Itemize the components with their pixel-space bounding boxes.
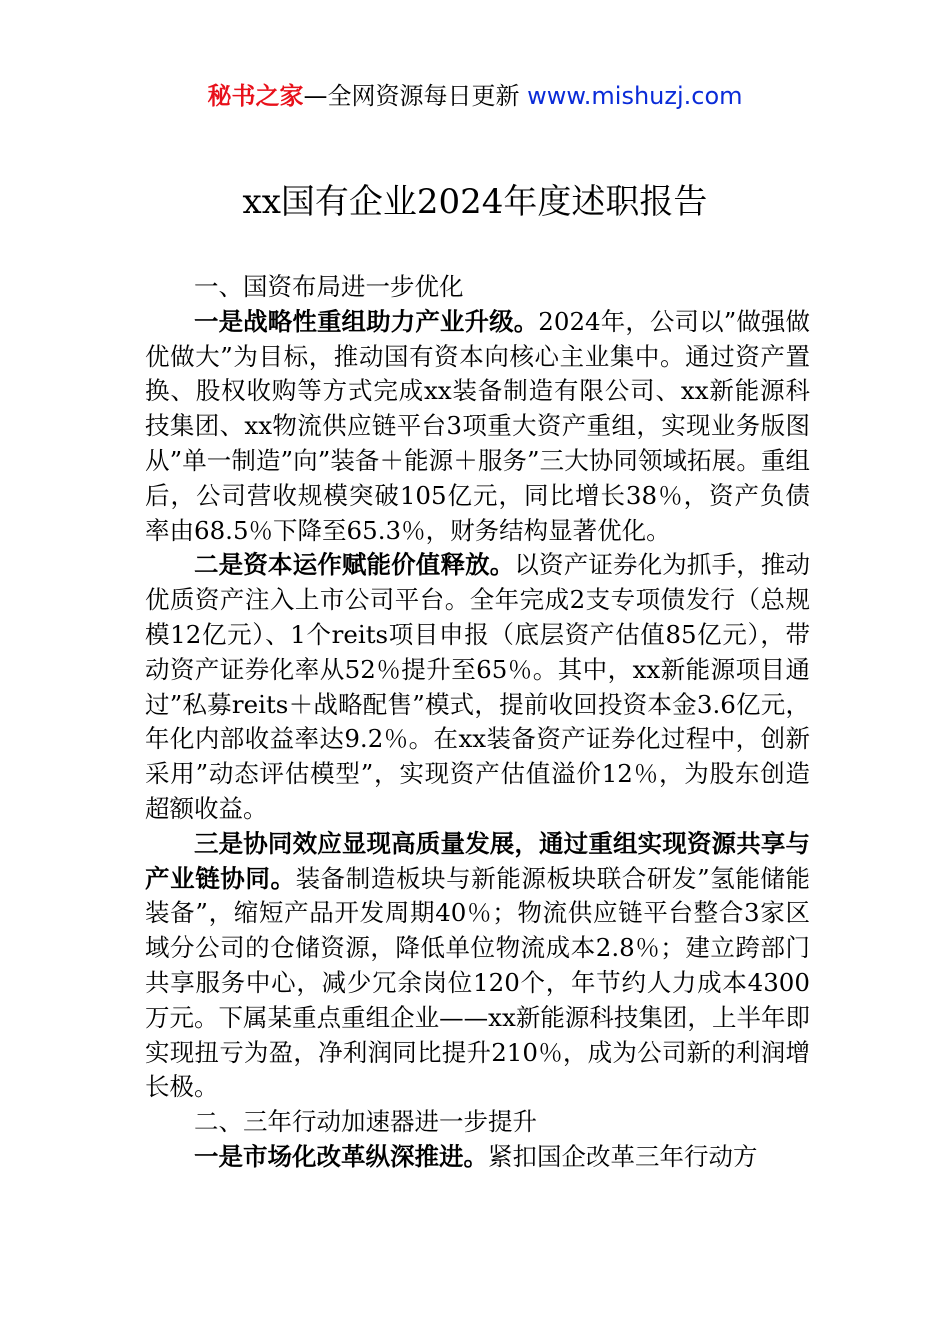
paragraph-lead: 一是战略性重组助力产业升级。 [194,306,539,336]
section-heading-1 [145,270,810,305]
paragraph-text: 2024年，公司以”做强做优做大”为目标，推动国有资本向核心主业集中。通过资产置换、股权收购等方式完成xx装备制造有限公司、xx新能源科技集团、xx物流供应链平台3项重大资产重组，实现业务版图从”单一制造”向”装备＋能源＋服务”三大协同领域拓展。重组后，公司营收规模突破105亿元，同比增长38％，资产负债率由68.5％下降至65.3％，财务结构显著优化。 [145,306,811,545]
site-tagline: —全网资源每日更新 [303,82,528,110]
paragraph-text: 以资产证券化为抓手，推动优质资产注入上市公司平台。全年完成2支专项债发行（总规模12亿元）、1个reits项目申报（底层资产估值85亿元），带动资产证券化率从52％提升至65％。其中，xx新能源项目通过”私募reits＋战略配售”模式，提前收回投资本金3.6亿元，年化内部收益率达9.2％。在xx装备资产证券化过程中，创新采用”动态评估模型”，实现资产估值溢价12％，为股东创造超额收益。 [145,550,811,823]
document-title: xx国有企业2024年度述职报告 [242,182,708,222]
paragraph-lead: 三是协同效应显现高质量发展，通过重组实现资源共享与产业链协同。 [145,828,810,893]
paragraph-text: 二、三年行动加速器进一步提升 [194,1107,537,1137]
paragraph-1 [145,305,810,549]
paragraph-lead: 一是市场化改革纵深推进。 [194,1141,488,1171]
site-header [0,80,950,112]
paragraph-text: 装备制造板块与新能源板块联合研发”氢能储能装备”，缩短产品开发周期40％；物流供应链平台整合3家区域分公司的仓储资源，降低单位物流成本2.8％；建立跨部门共享服务中心，减少冗余岗位120个，年节约人力成本4300万元。下属某重点重组企业——xx新能源科技集团，上半年即实现扭亏为盈，净利润同比提升210％，成为公司新的利润增长极。 [145,863,811,1102]
document-body [145,270,810,1175]
site-brand: 秘书之家 [207,82,304,110]
section-heading-2 [145,1105,810,1140]
site-url-link[interactable]: www.mishuzj.com [527,82,743,110]
paragraph-3 [145,827,810,1105]
paragraph-4 [145,1140,810,1175]
paragraph-text: 紧扣国企改革三年行动方 [488,1141,758,1171]
paragraph-2 [145,548,810,826]
paragraph-lead: 二是资本运作赋能价值释放。 [194,550,515,580]
paragraph-text: 一、国资布局进一步优化 [194,272,464,301]
